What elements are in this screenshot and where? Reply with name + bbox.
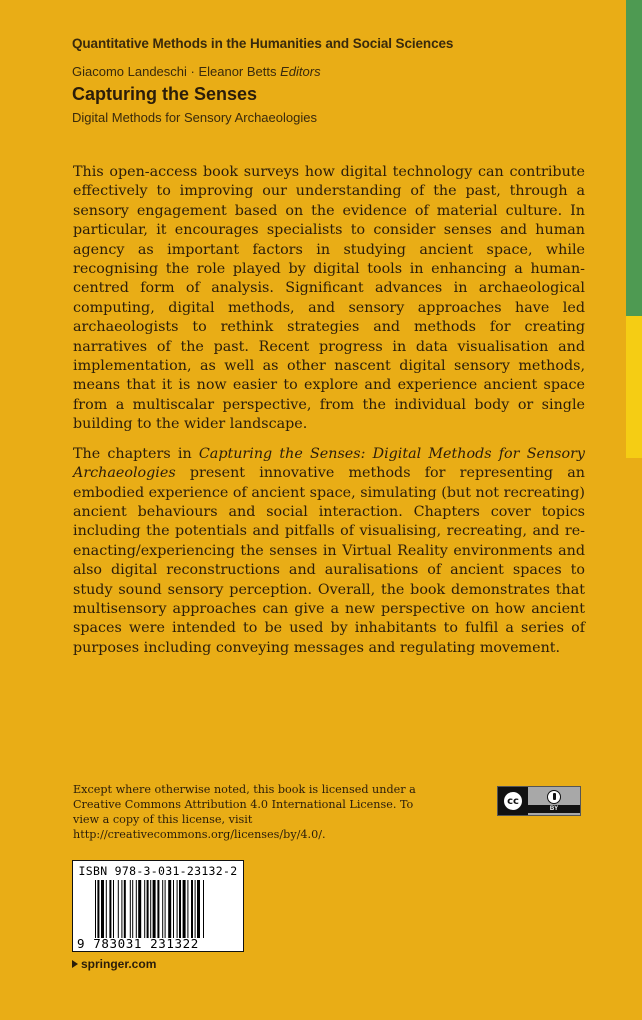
spine-stripe-green	[626, 0, 642, 316]
barcode-bar	[168, 880, 171, 938]
barcode-bar	[195, 880, 196, 938]
spine-stripe-yellow	[626, 316, 642, 458]
editor-role: Editors	[280, 64, 321, 79]
barcode-bar	[130, 880, 131, 938]
barcode-bar	[177, 880, 178, 938]
cc-by-license-badge	[497, 786, 581, 816]
barcode-bar	[106, 880, 107, 938]
barcode-bar	[197, 880, 200, 938]
barcode-bar	[179, 880, 181, 938]
barcode-bar	[153, 880, 156, 938]
book-title: Capturing the Senses	[72, 84, 258, 104]
book-blurb	[73, 163, 585, 668]
barcode-bar	[157, 880, 159, 938]
barcode-bar	[124, 880, 126, 938]
book-subtitle: Digital Methods for Sensory Archaeologies	[72, 110, 317, 125]
barcode-bar	[95, 880, 96, 938]
arrow-right-icon	[72, 960, 78, 968]
isbn-barcode	[72, 860, 244, 952]
publisher-link[interactable]	[72, 957, 156, 971]
barcode-bar	[183, 880, 186, 938]
barcode-bar	[109, 880, 111, 938]
by-label: BY	[528, 805, 580, 813]
license-notice: Except where otherwise noted, this book is licensed under a Creative Commons Attribution 4.0 International License. To view a copy of this license, visit http://creativecommons.org/licenses/by/4.0/.	[73, 783, 416, 841]
blurb-p2-rest: present innovative methods for representing an embodied experience of ancient space, simulating (but not recreating) ancient behaviours and social interaction. Chapters cover topics including the potentials and pitfalls of visualising, recreating, and re-enacting/experiencing the senses in Virtual Reality environments and also digital reconstructions and auralisations of ancient spaces to study sound sensory perception. Overall, the book demonstrates that multisensory approaches can give a new perspective on how ancient spaces were intended to be used by inhabitants to fulfil a series of purposes including conveying messages and regulating movement.	[73, 465, 585, 656]
barcode-bar	[147, 880, 149, 938]
barcode-bar	[165, 880, 166, 938]
isbn-label: ISBN 978-3-031-23132-2	[78, 864, 238, 878]
barcode-bar	[121, 880, 122, 938]
barcode-bar	[150, 880, 151, 938]
barcode-digits: 9 783031 231322	[77, 936, 199, 951]
barcode-bar	[144, 880, 145, 938]
barcode-bar	[173, 880, 174, 938]
barcode-bar	[132, 880, 133, 938]
by-section	[528, 787, 580, 815]
barcode-bar	[191, 880, 193, 938]
barcode-bar	[187, 880, 188, 938]
editor-names: Giacomo Landeschi · Eleanor Betts	[72, 64, 277, 79]
editors-line	[72, 64, 321, 79]
barcode-bar	[203, 880, 204, 938]
barcode-bars	[95, 880, 235, 938]
cc-icon: cc	[502, 790, 524, 812]
barcode-bar	[136, 880, 137, 938]
barcode-bar	[113, 880, 114, 938]
barcode-bar	[97, 880, 99, 938]
blurb-p2-lead: The chapters in	[73, 445, 199, 462]
barcode-bar	[118, 880, 119, 938]
attribution-person-icon	[547, 790, 561, 804]
publisher-url: springer.com	[81, 957, 157, 971]
barcode-bar	[162, 880, 163, 938]
blurb-paragraph-2	[73, 445, 585, 658]
barcode-bar	[138, 880, 141, 938]
blurb-paragraph-1: This open-access book surveys how digital technology can contribute effectively to improving our understanding of the past, through a sensory engagement based on the evidence of material culture. In particular, it encourages specialists to consider senses and human agency as important factors in studying ancient space, while recognising the role played by digital tools in enhancing a human-centred form of analysis. Significant advances in archaeological computing, digital methods, and sensory approaches have led archaeologists to rethink strategies and methods for creating narratives of the past. Recent progress in data visualisation and implementation, as well as other nascent digital sensory methods, means that it is now easier to explore and experience ancient space from a multiscalar perspective, from the individual body or single building to the wider landscape.	[73, 164, 585, 433]
barcode-bar	[101, 880, 104, 938]
series-title: Quantitative Methods in the Humanities and Social Sciences	[72, 36, 454, 51]
blurb-p2-book-title: Capturing the Senses: Digital Methods for Sensory Archaeologies	[73, 445, 586, 482]
